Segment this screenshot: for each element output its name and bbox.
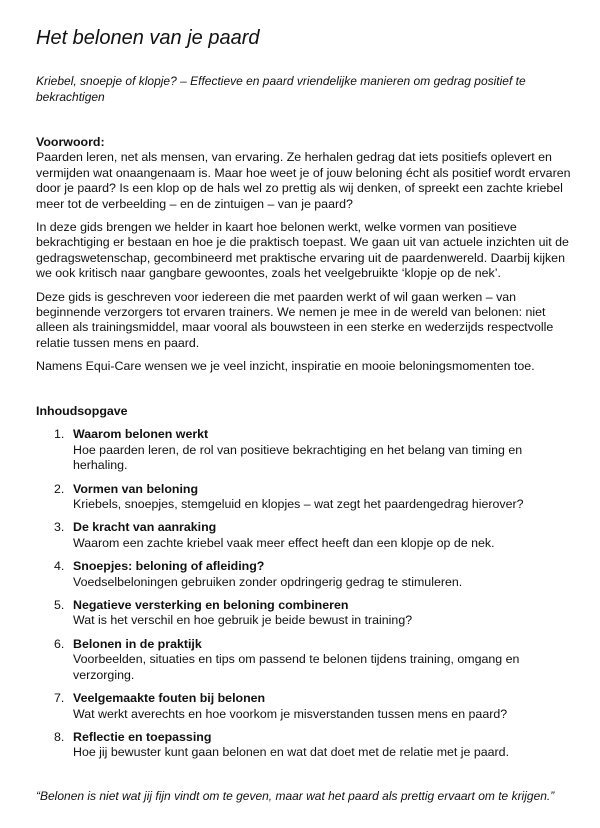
toc-item-title: Snoepjes: beloning of afleiding? bbox=[73, 559, 265, 574]
toc-item-number: 4. bbox=[54, 559, 65, 574]
toc-item-title: Negatieve versterking en beloning combineren bbox=[73, 598, 349, 613]
toc-item-number: 5. bbox=[54, 598, 65, 613]
toc-item-description: Voorbeelden, situaties en tips om passend te belonen tijdens training, omgang en verzorging. bbox=[73, 652, 520, 682]
toc-item-number: 8. bbox=[54, 729, 65, 744]
toc-item bbox=[36, 730, 574, 761]
toc-item bbox=[36, 520, 574, 551]
foreword-paragraph: In deze gids brengen we helder in kaart hoe belonen werkt, welke vormen van positieve bekrachtiging er bestaan en hoe je die praktisch toepast. We gaan uit van actuele inzichten uit de gedragswetenschap, gecombineerd met praktische ervaring uit de paardenwereld. Daarbij kijken we ook kritisch naar gangbare gewoontes, zoals het veelgebruikte ‘klopje op de nek’. bbox=[36, 220, 569, 281]
toc-item-number: 3. bbox=[54, 520, 65, 535]
foreword-section bbox=[36, 135, 574, 383]
toc-item-title: Vormen van beloning bbox=[73, 481, 199, 496]
toc-item-title: Waarom belonen werkt bbox=[73, 427, 209, 442]
toc-item-description: Wat werkt averechts en hoe voorkom je misverstanden tussen mens en paard? bbox=[73, 706, 508, 721]
toc-item bbox=[36, 559, 574, 590]
toc-item bbox=[36, 427, 574, 473]
toc-item-description: Hoe jij bewuster kunt gaan belonen en wat dat doet met de relatie met je paard. bbox=[73, 745, 510, 760]
toc-item bbox=[36, 691, 574, 722]
foreword-heading: Voorwoord: bbox=[36, 135, 105, 149]
foreword-paragraph: Paarden leren, net als mensen, van ervaring. Ze herhalen gedrag dat iets positiefs oplevert en vermijden wat onaangenaam is. Maar hoe weet je of jouw beloning écht als positief wordt ervaren door je paard? Is een klop op de hals wel zo prettig als wij denken, of spreekt een zachte kriebel meer tot de verbeelding – en de zintuigen – van je paard? bbox=[36, 150, 571, 211]
toc-item-title: Veelgemaakte fouten bij belonen bbox=[73, 691, 266, 706]
toc-item-description: Wat is het verschil en hoe gebruik je beide bewust in training? bbox=[73, 613, 413, 628]
toc-item bbox=[36, 637, 574, 683]
toc-item-title: Belonen in de praktijk bbox=[73, 636, 202, 651]
toc-list bbox=[36, 427, 574, 760]
table-of-contents bbox=[36, 404, 574, 769]
toc-item-number: 2. bbox=[54, 481, 65, 496]
foreword-paragraph: Namens Equi-Care wensen we je veel inzicht, inspiratie en mooie beloningsmomenten toe. bbox=[36, 359, 535, 374]
toc-item-description: Kriebels, snoepjes, stemgeluid en klopjes – wat zegt het paardengedrag hierover? bbox=[73, 497, 524, 512]
toc-item bbox=[36, 598, 574, 629]
toc-heading: Inhoudsopgave bbox=[36, 404, 128, 418]
toc-item-description: Waarom een zachte kriebel vaak meer effect heeft dan een klopje op de nek. bbox=[73, 535, 495, 550]
toc-item-description: Hoe paarden leren, de rol van positieve bekrachtiging en het belang van timing en herhaling. bbox=[73, 442, 523, 473]
toc-item-title: Reflectie en toepassing bbox=[73, 729, 212, 744]
toc-item-number: 7. bbox=[54, 691, 65, 706]
subtitle: Kriebel, snoepje of klopje? – Effectieve en paard vriendelijke manieren om gedrag positief te bekrachtigen bbox=[36, 74, 526, 104]
toc-item-number: 1. bbox=[54, 427, 65, 442]
toc-item-title: De kracht van aanraking bbox=[73, 520, 217, 535]
foreword-paragraph: Deze gids is geschreven voor iedereen die met paarden werkt of wil gaan werken – van beginnende verzorgers tot ervaren trainers. We nemen je mee in de wereld van belonen: niet alleen als trainingsmiddel, maar vooral als bouwsteen in een sterke en wederzijds respectvolle relatie tussen mens en paard. bbox=[36, 289, 554, 350]
toc-item-description: Voedselbeloningen gebruiken zonder opdringerig gedrag te stimuleren. bbox=[73, 574, 463, 589]
toc-item-number: 6. bbox=[54, 636, 65, 651]
toc-item bbox=[36, 482, 574, 513]
document-title: Het belonen van je paard bbox=[36, 27, 260, 49]
closing-quote: “Belonen is niet wat jij fijn vindt om te geven, maar wat het paard als prettig ervaart om te krijgen.” bbox=[36, 789, 555, 803]
